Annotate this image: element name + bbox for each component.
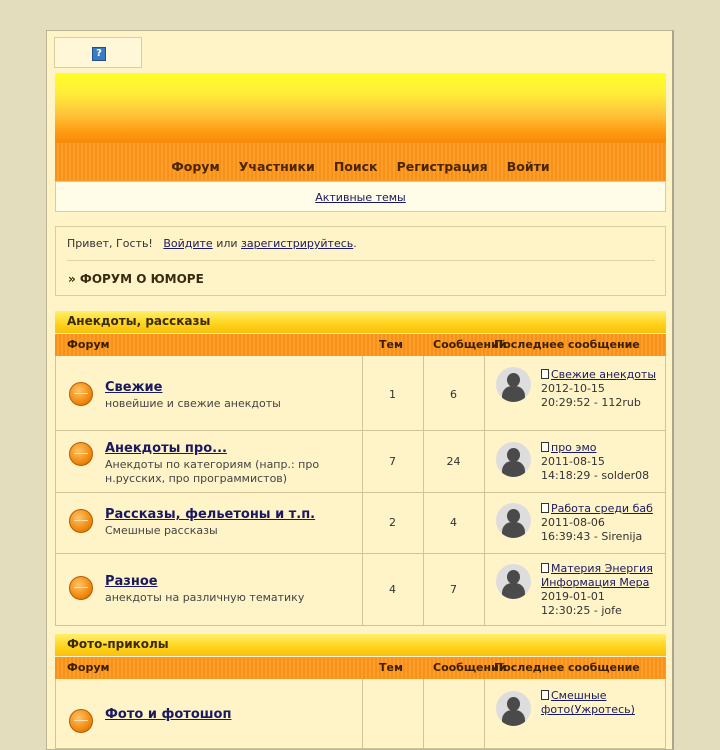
- logo-box: [54, 37, 142, 68]
- col-last-post: Последнее сообщение: [494, 661, 640, 674]
- document-icon: [541, 690, 549, 700]
- login-link[interactable]: Войдите: [163, 237, 213, 250]
- avatar[interactable]: [496, 442, 531, 477]
- table-header: [55, 334, 666, 356]
- col-topics: Тем: [379, 338, 403, 351]
- avatar[interactable]: [496, 564, 531, 599]
- nav-register[interactable]: Регистрация: [396, 159, 488, 174]
- forum-description: новейшие и свежие анекдоты: [105, 397, 281, 410]
- nav-login[interactable]: Войти: [506, 159, 550, 174]
- last-post-link[interactable]: Работа среди баб: [551, 502, 653, 515]
- welcome-line: [67, 237, 357, 250]
- last-post-date: 2011-08-15: [541, 455, 605, 468]
- active-topics-link[interactable]: Активные темы: [315, 191, 406, 204]
- forum-folder-icon: [69, 509, 93, 533]
- register-link[interactable]: зарегистрируйтесь: [241, 237, 354, 250]
- breadcrumb[interactable]: » ФОРУМ О ЮМОРЕ: [68, 272, 204, 286]
- period-text: .: [353, 237, 357, 250]
- forum-name[interactable]: Разное: [105, 574, 158, 589]
- forum-folder-icon: [69, 382, 93, 406]
- category-title[interactable]: Фото-приколы: [55, 634, 666, 656]
- avatar[interactable]: [496, 691, 531, 726]
- forum-name[interactable]: Фото и фотошоп: [105, 707, 232, 722]
- col-forum: Форум: [67, 661, 110, 674]
- last-post-date: 2011-08-06: [541, 516, 605, 529]
- document-icon: [541, 369, 549, 379]
- col-topics: Тем: [379, 661, 403, 674]
- forum-name[interactable]: Анекдоты про...: [105, 441, 227, 456]
- topics-count: 7: [389, 455, 396, 468]
- greeting-text: Привет, Гость!: [67, 237, 153, 250]
- forum-cell: [56, 493, 363, 553]
- forum-cell: [56, 554, 363, 625]
- last-post-time-user: 12:30:25 - jofe: [541, 604, 622, 617]
- last-post-info: [541, 368, 665, 410]
- category-title[interactable]: Анекдоты, рассказы: [55, 311, 666, 333]
- forum-name[interactable]: Свежие: [105, 380, 163, 395]
- page-container: [46, 30, 674, 750]
- posts-count: 24: [446, 455, 461, 468]
- nav-members[interactable]: Участники: [238, 159, 315, 174]
- posts-count: 4: [450, 516, 457, 529]
- nav-search[interactable]: Поиск: [333, 159, 378, 174]
- last-post-info: [541, 441, 665, 483]
- document-icon: [541, 442, 549, 452]
- last-post-time-user: 16:39:43 - Sirenija: [541, 530, 643, 543]
- table-row: [55, 431, 666, 493]
- forum-description: анекдоты на различную тематику: [105, 591, 305, 604]
- forum-cell: [56, 356, 363, 430]
- last-post-link[interactable]: про эмо: [551, 441, 597, 454]
- posts-count: 7: [450, 583, 457, 596]
- forum-description: Смешные рассказы: [105, 524, 218, 537]
- document-icon: [541, 503, 549, 513]
- table-header: [55, 657, 666, 679]
- topics-cell: [362, 679, 424, 748]
- welcome-box: [55, 226, 666, 296]
- forum-folder-icon: [69, 576, 93, 600]
- last-post-date: 2012-10-15: [541, 382, 605, 395]
- col-forum: Форум: [67, 338, 110, 351]
- document-icon: [541, 563, 549, 573]
- col-posts: Сообщений: [433, 338, 507, 351]
- broken-image-icon: ?: [92, 47, 106, 61]
- last-post-time-user: 20:29:52 - 112rub: [541, 396, 641, 409]
- table-row: [55, 356, 666, 431]
- last-post-link[interactable]: Свежие анекдоты: [551, 368, 657, 381]
- last-post-link[interactable]: Материя Энергия Информация Мера: [541, 562, 653, 589]
- forum-description: Анекдоты по категориям (напр.: про н.русских, про программистов): [105, 458, 320, 485]
- avatar[interactable]: [496, 503, 531, 538]
- forum-folder-icon: [69, 709, 93, 733]
- posts-count: 6: [450, 388, 457, 401]
- topics-count: 4: [389, 583, 396, 596]
- posts-cell: [423, 679, 485, 748]
- header-banner: [55, 73, 666, 144]
- forum-name[interactable]: Рассказы, фельетоны и т.п.: [105, 507, 316, 522]
- table-row: [55, 493, 666, 554]
- forum-folder-icon: [69, 442, 93, 466]
- last-post-time-user: 14:18:29 - solder08: [541, 469, 650, 482]
- nav-forum[interactable]: Форум: [171, 159, 220, 174]
- last-post-info: [541, 502, 665, 544]
- table-row: [55, 679, 666, 749]
- table-row: [55, 554, 666, 626]
- sub-nav: [55, 181, 666, 212]
- avatar[interactable]: [496, 367, 531, 402]
- or-text: или: [216, 237, 238, 250]
- main-nav: [55, 143, 666, 181]
- last-post-link[interactable]: Смешные фото(Ужротесь): [541, 689, 635, 716]
- last-post-info: [541, 689, 665, 717]
- last-post-date: 2019-01-01: [541, 590, 605, 603]
- divider: [67, 260, 655, 261]
- col-posts: Сообщений: [433, 661, 507, 674]
- topics-count: 2: [389, 516, 396, 529]
- last-post-info: [541, 562, 665, 618]
- topics-count: 1: [389, 388, 396, 401]
- col-last-post: Последнее сообщение: [494, 338, 640, 351]
